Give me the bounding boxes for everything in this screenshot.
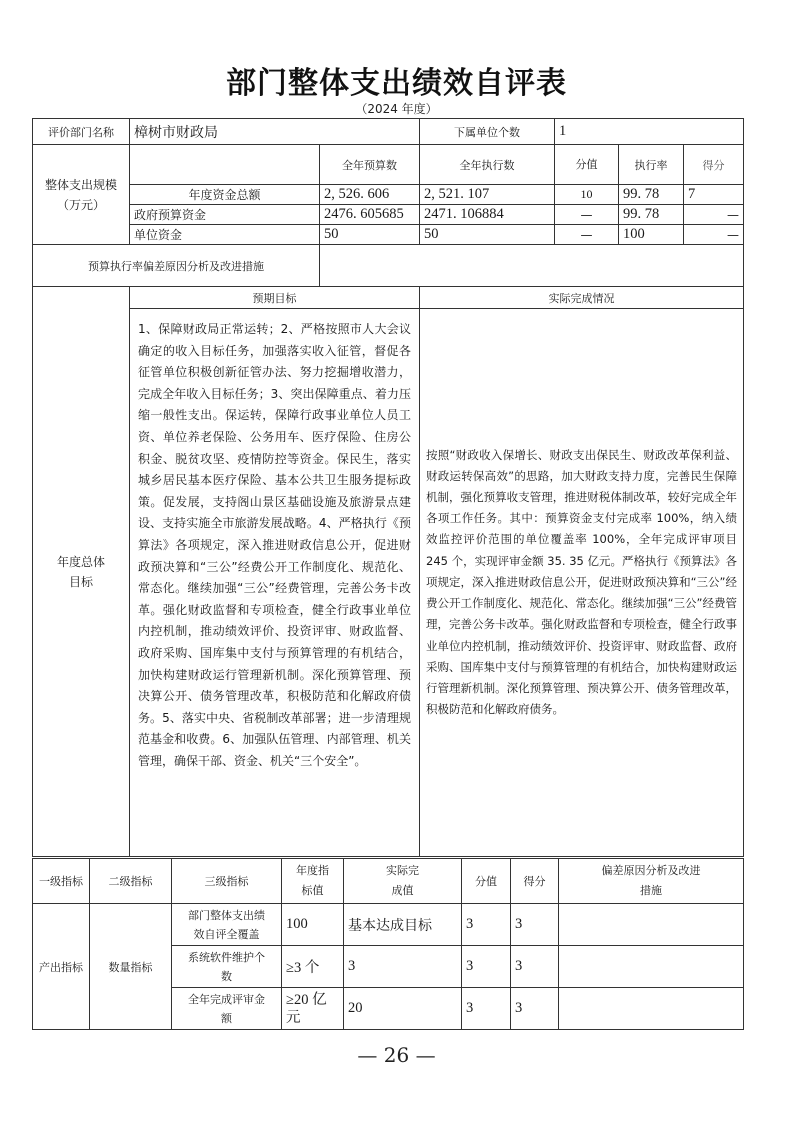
rate-value: 100 <box>619 225 684 245</box>
level3-value: 全年完成评审金额 <box>172 988 282 1030</box>
col-target: 年度指标值 <box>282 859 344 904</box>
goals-label-line2: 目标 <box>68 574 93 589</box>
target-value: 100 <box>282 904 344 946</box>
level3-value: 部门整体支出绩效自评全覆盖 <box>172 904 282 946</box>
score: — <box>684 225 744 245</box>
spending-header-blank <box>130 145 320 185</box>
spending-header-row <box>33 145 744 185</box>
spending-label <box>33 145 130 245</box>
score: 3 <box>511 988 559 1030</box>
spending-label-line2: （万元） <box>56 197 105 212</box>
sub-units-value: 1 <box>555 119 744 145</box>
col-level2: 二级指标 <box>90 859 172 904</box>
score-value: 3 <box>462 904 511 946</box>
indicators-header-row <box>33 859 744 904</box>
actual-value: 20 <box>344 988 462 1030</box>
deviation-value <box>320 245 744 287</box>
score-value: — <box>555 225 619 245</box>
year-subtitle: （2024 年度） <box>355 102 438 116</box>
budget-value: 50 <box>320 225 420 245</box>
dept-label: 评价部门名称 <box>33 119 130 145</box>
expected-goal-header: 预期目标 <box>130 287 420 309</box>
row-name: 年度资金总额 <box>130 185 320 205</box>
col-score-value: 分值 <box>555 145 619 185</box>
goals-label-line1: 年度总体 <box>56 554 105 569</box>
col-executed: 全年执行数 <box>420 145 555 185</box>
score: 3 <box>511 904 559 946</box>
score-value: — <box>555 205 619 225</box>
indicators-table <box>32 858 744 1030</box>
row-name: 政府预算资金 <box>130 205 320 225</box>
col-budget: 全年预算数 <box>320 145 420 185</box>
col-rate: 执行率 <box>619 145 684 185</box>
deviation-row <box>33 245 744 287</box>
level2-value: 数量指标 <box>90 904 172 1030</box>
score-value: 3 <box>462 946 511 988</box>
spending-row <box>33 205 744 225</box>
dept-row <box>33 119 744 145</box>
spending-label-line1: 整体支出规模 <box>44 177 117 192</box>
score: 3 <box>511 946 559 988</box>
executed-value: 2, 521. 107 <box>420 185 555 205</box>
sub-units-label: 下属单位个数 <box>420 119 555 145</box>
executed-value: 2471. 106884 <box>420 205 555 225</box>
budget-value: 2476. 605685 <box>320 205 420 225</box>
col-level3: 三级指标 <box>172 859 282 904</box>
analysis-value <box>559 904 744 946</box>
score: — <box>684 205 744 225</box>
score-value: 3 <box>462 988 511 1030</box>
col-level1: 一级指标 <box>33 859 90 904</box>
goals-header-row <box>33 287 744 309</box>
col-score: 得分 <box>511 859 559 904</box>
page-title: 部门整体支出绩效自评表 <box>226 66 567 101</box>
level3-value: 系统软件维护个数 <box>172 946 282 988</box>
expected-goal-text: 1、保障财政局正常运转；2、严格按照市人大会议确定的收入目标任务，加强落实收入征管，督促各征管单位积极创新征管办法、努力挖掘增收潜力，完成全年收入目标任务；3、突出保障重点、着力压缩一般性支出。保运转，保障行政事业单位人员工资、单位养老保险、公务用车、医疗保险、住房公积金、脱贫攻坚、疫情防控等资金。保民生，落实城乡居民基本医疗保险、基本公共卫生服务提标政策。促发展，支持阁山景区基础设施及旅游景点建设、支持实施全市旅游发展战略。4、严格执行《预算法》各项规定，深入推进财政信息公开，促进财政预决算和“三公”经费公开工作制度化、规范化、常态化。继续加强“三公”经费管理，完善公务卡改革。强化财政监督和专项检查，健全行政事业单位内控机制，推动绩效评价、投资评审、财政监督、政府采购、国库集中支付与预算管理的有机结合，加快构建财政运行管理新机制。深化预算管理、预决算公开、债务管理改革，积极防范和化解政府债务。5、落实中央、省税制改革部署；进一步清理规范基金和收费。6、加强队伍管理、内部管理、机关管理，确保干部、资金、机关“三个安全”。 <box>130 309 420 857</box>
actual-result-text: 按照“财政收入保增长、财政支出保民生、财政改革保利益、财政运转保高效”的思路，加大财政支持力度，完善民生保障机制，强化预算收支管理，推进财税体制改革，较好完成全年各项工作任务。其中：预算资金支付完成率 100%，纳入绩效监控评价范围的单位覆盖率 100%，全年完成评审项目 245 个，实现评审金额 35. 35 亿元。严格执行《预算法》各项规定，深入推进财政信息公开，促进财政预决算和“三公”经费公开工作制度化、规范化、常态化。继续加强“三公”经费管理，完善公务卡改革。强化财政监督和专项检查，健全行政事业单位内控机制，推动绩效评价、投资评审、财政监督、政府采购、国库集中支付与预算管理的有机结合，加快构建财政运行管理新机制。深化预算管理、预决算公开、债务管理改革，积极防范和化解政府债务。 <box>420 309 744 857</box>
goals-label <box>33 287 130 857</box>
level1-value: 产出指标 <box>33 904 90 1030</box>
analysis-value <box>559 988 744 1030</box>
page-number: — 26 — <box>357 1043 436 1067</box>
spending-row <box>33 185 744 205</box>
score: 7 <box>684 185 744 205</box>
col-actual: 实际完成值 <box>344 859 462 904</box>
row-name: 单位资金 <box>130 225 320 245</box>
score-value: 10 <box>555 185 619 205</box>
goals-content-row <box>33 309 744 857</box>
col-score: 得分 <box>684 145 744 185</box>
overview-table <box>32 118 744 857</box>
rate-value: 99. 78 <box>619 205 684 225</box>
spending-row <box>33 225 744 245</box>
col-score-value: 分值 <box>462 859 511 904</box>
analysis-value <box>559 946 744 988</box>
actual-result-header: 实际完成情况 <box>420 287 744 309</box>
target-value: ≥3 个 <box>282 946 344 988</box>
indicator-row <box>33 904 744 946</box>
rate-value: 99. 78 <box>619 185 684 205</box>
executed-value: 50 <box>420 225 555 245</box>
deviation-label: 预算执行率偏差原因分析及改进措施 <box>33 245 320 287</box>
col-analysis: 偏差原因分析及改进措施 <box>559 859 744 904</box>
actual-value: 3 <box>344 946 462 988</box>
target-value: ≥20 亿元 <box>282 988 344 1030</box>
dept-value: 樟树市财政局 <box>130 119 420 145</box>
budget-value: 2, 526. 606 <box>320 185 420 205</box>
actual-value: 基本达成目标 <box>344 904 462 946</box>
